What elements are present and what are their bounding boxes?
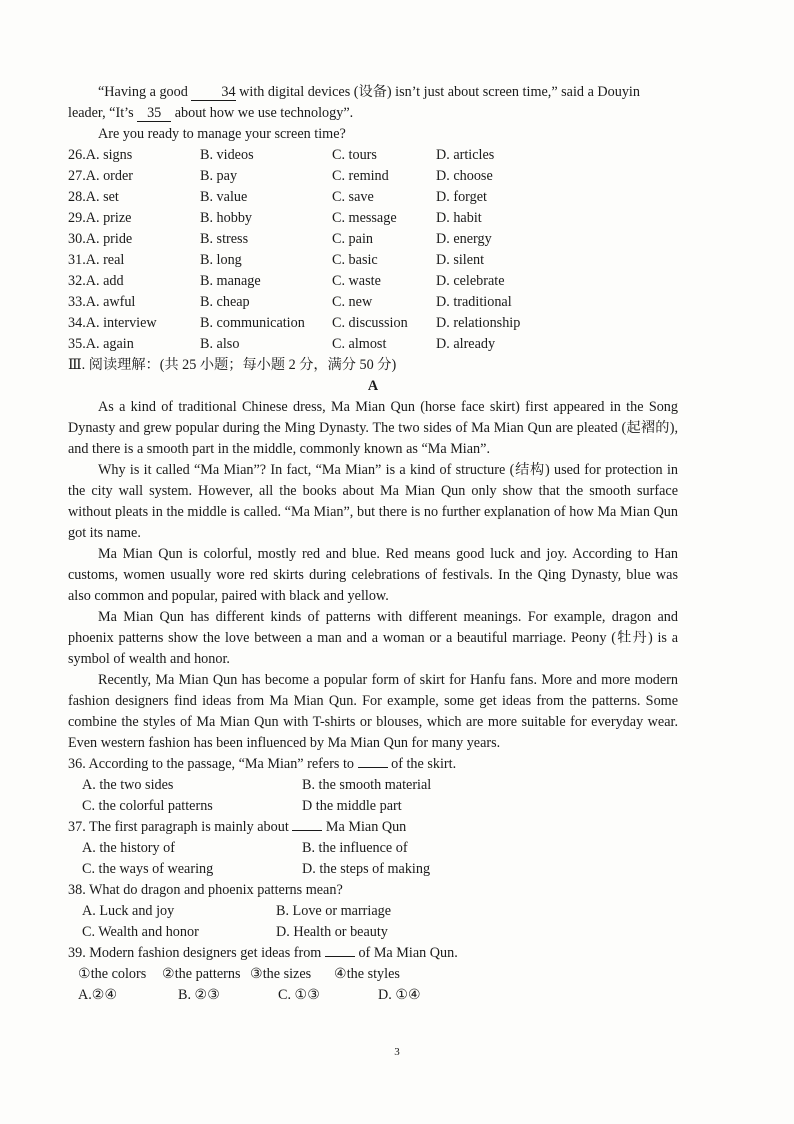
- passage-label: A: [367, 378, 379, 394]
- option-d: D. already: [436, 336, 496, 352]
- intro-text: about how we use technology”.: [171, 105, 354, 121]
- option-a: A. signs: [85, 147, 133, 163]
- option-a: A. add: [85, 273, 124, 289]
- question-39: [68, 943, 678, 964]
- question-stem: of Ma Mian Qun.: [354, 945, 458, 961]
- choice-d: D the middle part: [302, 798, 402, 814]
- option-a: A. order: [85, 168, 134, 184]
- option-c: C. discussion: [332, 315, 408, 331]
- option-d: D. habit: [436, 210, 482, 226]
- option-row: [68, 145, 678, 166]
- intro-text: with digital devices (设备) isn’t just about screen time,” said a Douyin: [235, 84, 640, 100]
- choice-d: D. the steps of making: [302, 861, 431, 877]
- choice-b: B. Love or marriage: [276, 903, 392, 919]
- choice-a: A. Luck and joy: [82, 903, 175, 919]
- choice-row: [68, 796, 678, 817]
- option-a: A. prize: [85, 210, 132, 226]
- exam-page: [68, 82, 678, 1006]
- option-a: A. again: [85, 336, 134, 352]
- question-number: 28.: [68, 189, 86, 205]
- choice-row: [68, 838, 678, 859]
- question-number: 31.: [68, 252, 86, 268]
- option-b: B. videos: [200, 147, 254, 163]
- paragraph: Why is it called “Ma Mian”? In fact, “Ma Mian” is a kind of structure (结构) used for protection in the city wall system. However, all the books about Ma Mian Qun only show that the smooth surface without pleats in the middle is called. “Ma Mian”, but there is no further explanation of how Ma Mian Qun got its name.: [68, 462, 678, 541]
- choice-c: C. the colorful patterns: [82, 798, 213, 814]
- blank-34: 34: [191, 84, 235, 101]
- item-4: ④the styles: [334, 966, 400, 982]
- choice-d: D. ①④: [378, 987, 421, 1003]
- option-b: B. value: [200, 189, 248, 205]
- option-row: [68, 313, 678, 334]
- question-stem: 37. The first paragraph is mainly about: [68, 819, 293, 835]
- paragraph: Recently, Ma Mian Qun has become a popular form of skirt for Hanfu fans. More and more modern fashion designers find ideas from Ma Mian Qun. For example, some get ideas from the patterns. Some combine the styles of Ma Mian Qun with T-shirts or blouses, which are more suitable for everyday wear. Even western fashion has been influenced by Ma Mian Qun for many years.: [68, 672, 678, 751]
- item-2: ②the patterns: [162, 966, 241, 982]
- question-38: 38. What do dragon and phoenix patterns mean?: [68, 882, 343, 898]
- choice-c: C. ①③: [278, 987, 320, 1003]
- choice-row: [68, 922, 678, 943]
- option-row: [68, 166, 678, 187]
- option-b: B. cheap: [200, 294, 250, 310]
- choice-row: [68, 859, 678, 880]
- answer-blank: [358, 767, 388, 768]
- option-row: [68, 271, 678, 292]
- option-d: D. silent: [436, 252, 485, 268]
- option-c: C. message: [332, 210, 397, 226]
- option-row: [68, 250, 678, 271]
- choice-b: B. the smooth material: [302, 777, 432, 793]
- option-a: A. set: [85, 189, 119, 205]
- option-b: B. pay: [200, 168, 238, 184]
- option-d: D. articles: [436, 147, 495, 163]
- choice-c: C. Wealth and honor: [82, 924, 199, 940]
- choice-d: D. Health or beauty: [276, 924, 388, 940]
- choice-row: [68, 775, 678, 796]
- option-a: A. awful: [85, 294, 136, 310]
- item-3: ③the sizes: [250, 966, 312, 982]
- choice-b: B. the influence of: [302, 840, 408, 856]
- option-d: D. energy: [436, 231, 492, 247]
- question-stem: 36. According to the passage, “Ma Mian” refers to: [68, 756, 358, 772]
- question-number: 26.: [68, 147, 86, 163]
- option-a: A. pride: [85, 231, 133, 247]
- question-36: [68, 754, 678, 775]
- question-37: [68, 817, 678, 838]
- intro-text: leader, “It’s: [68, 105, 138, 121]
- option-a: A. real: [85, 252, 125, 268]
- question-stem: 39. Modern fashion designers get ideas from: [68, 945, 325, 961]
- question-number: 33.: [68, 294, 86, 310]
- option-b: B. communication: [200, 315, 305, 331]
- choice-row: [68, 901, 678, 922]
- question-number: 30.: [68, 231, 86, 247]
- paragraph: Ma Mian Qun is colorful, mostly red and blue. Red means good luck and joy. According to Han customs, women usually wore red skirts during celebrations of festivals. In the Qing Dynasty, blue was also common and popular, paired with black and yellow.: [68, 546, 678, 604]
- option-b: B. long: [200, 252, 242, 268]
- option-b: B. manage: [200, 273, 261, 289]
- option-c: C. pain: [332, 231, 373, 247]
- option-row: [68, 187, 678, 208]
- option-a: A. interview: [85, 315, 157, 331]
- option-row: [68, 292, 678, 313]
- answer-blank: [292, 830, 322, 831]
- option-d: D. choose: [436, 168, 493, 184]
- question-number: 34.: [68, 315, 86, 331]
- option-d: D. celebrate: [436, 273, 505, 289]
- question-number: 29.: [68, 210, 86, 226]
- question-number: 35.: [68, 336, 86, 352]
- option-d: D. forget: [436, 189, 487, 205]
- intro-line-2: [68, 103, 678, 124]
- option-c: C. tours: [332, 147, 377, 163]
- blank-35: 35: [137, 105, 171, 122]
- intro-text: “Having a good: [98, 84, 192, 100]
- option-c: C. waste: [332, 273, 381, 289]
- question-number: 27.: [68, 168, 86, 184]
- item-row: [68, 964, 678, 985]
- choice-c: C. the ways of wearing: [82, 861, 214, 877]
- option-d: D. relationship: [436, 315, 521, 331]
- option-b: B. hobby: [200, 210, 253, 226]
- cloze-options: [68, 145, 678, 355]
- choice-a: A. the history of: [82, 840, 175, 856]
- answer-blank: [325, 956, 355, 957]
- option-row: [68, 334, 678, 355]
- choice-a: A. the two sides: [82, 777, 174, 793]
- page-number: 3: [394, 1046, 400, 1058]
- choice-a: A.②④: [78, 987, 118, 1003]
- intro-line-3: Are you ready to manage your screen time?: [98, 126, 346, 142]
- choice-b: B. ②③: [178, 987, 220, 1003]
- option-row: [68, 229, 678, 250]
- option-c: C. new: [332, 294, 373, 310]
- question-stem: of the skirt.: [387, 756, 457, 772]
- section-title: Ⅲ. 阅读理解：(共 25 小题；每小题 2 分，满分 50 分): [68, 357, 397, 373]
- option-c: C. save: [332, 189, 374, 205]
- option-c: C. basic: [332, 252, 378, 268]
- option-d: D. traditional: [436, 294, 512, 310]
- option-b: B. also: [200, 336, 240, 352]
- item-1: ①the colors: [78, 966, 147, 982]
- option-b: B. stress: [200, 231, 249, 247]
- paragraph: Ma Mian Qun has different kinds of patterns with different meanings. For example, dragon and phoenix patterns show the love between a man and a woman or a beautiful marriage. Peony (牡丹) is a symbol of wealth and honor.: [68, 609, 678, 667]
- choice-row: [68, 985, 678, 1006]
- paragraph: As a kind of traditional Chinese dress, Ma Mian Qun (horse face skirt) first appeared in the Song Dynasty and grew popular during the Ming Dynasty. The two sides of Ma Mian Qun are pleated (起褶的), and there is a smooth part in the middle, commonly known as “Ma Mian”.: [68, 399, 678, 457]
- question-stem: Ma Mian Qun: [322, 819, 407, 835]
- option-c: C. remind: [332, 168, 389, 184]
- intro-line-1: [68, 82, 678, 103]
- option-row: [68, 208, 678, 229]
- question-number: 32.: [68, 273, 86, 289]
- option-c: C. almost: [332, 336, 387, 352]
